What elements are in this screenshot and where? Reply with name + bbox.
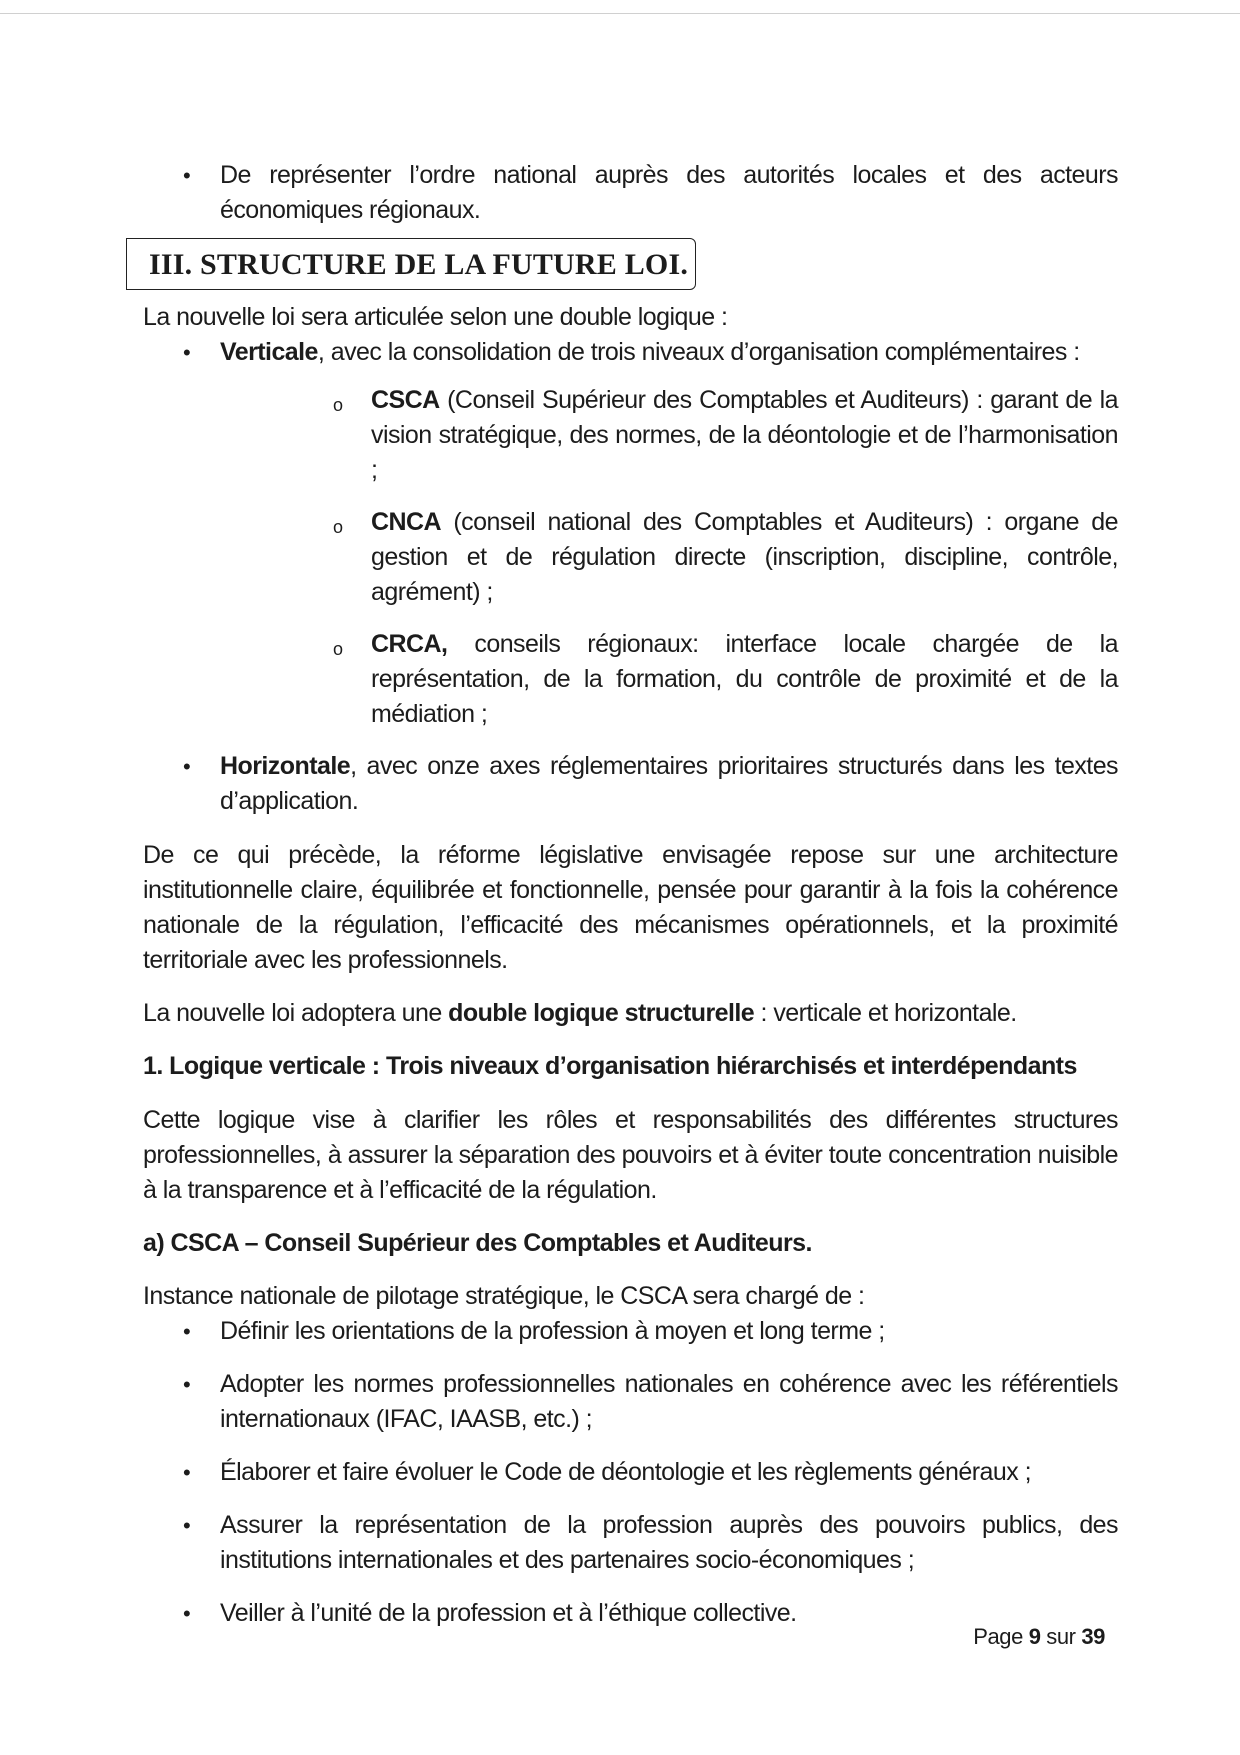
logic-paragraph: Cette logique vise à clarifier les rôles et responsabilités des différentes structures professionnelles, à assurer la séparation des pouvoirs et à éviter toute concentration nuisible à la transparence et à l’efficacité de la régulation. (143, 1106, 1118, 1204)
double-logic-bold: double logique structurelle (448, 999, 755, 1027)
vertical-text: , avec la consolidation de trois niveaux d’organisation complémentaires : (317, 338, 1080, 366)
intro-list (143, 158, 1118, 228)
crca-text: conseils régionaux: interface locale chargée de la représentation, de la formation, du contrôle de proximité et de la médiation ; (371, 630, 1118, 728)
subheading-csca (143, 1226, 1118, 1261)
csca-text: (Conseil Supérieur des Comptables et Auditeurs) : garant de la vision stratégique, des normes, de la déontologie et de l’harmonisation ; (371, 386, 1118, 484)
architecture-paragraph: De ce qui précède, la réforme législative envisagée repose sur une architecture institutionnelle claire, équilibrée et fonctionnelle, pensée pour garantir à la fois la cohérence nationale de la régulation, l’efficacité des mécanismes opérationnels, et la proximité territoriale avec les professionnels. (143, 841, 1118, 974)
list-item: • Assurer la représentation de la profession auprès des pouvoirs publics, des institutions internationales et des partenaires socio-économiques ; (143, 1508, 1118, 1578)
lead-paragraph: La nouvelle loi sera articulée selon une double logique : (143, 303, 728, 331)
top-divider (0, 13, 1240, 14)
vertical-sublist (220, 383, 1118, 732)
subheading-vertical-logic (143, 1049, 1118, 1084)
double-logic-before: La nouvelle loi adoptera une (143, 999, 449, 1027)
horizontal-term: Horizontale (220, 752, 351, 780)
page-number-middle: sur (1040, 1624, 1082, 1649)
page-number-current: 9 (1028, 1624, 1041, 1649)
page-number-prefix: Page (973, 1624, 1029, 1649)
double-logic-paragraph (143, 996, 1118, 1031)
intro-bullet: • De représenter l’ordre national auprès des autorités locales et des acteurs économiques régionaux. (143, 158, 1118, 228)
vertical-term: Verticale (220, 338, 318, 366)
sub-item-crca (220, 627, 1118, 732)
page-number (973, 1624, 1105, 1650)
sub-item-cnca (220, 505, 1118, 610)
crca-term: CRCA, (371, 630, 448, 658)
list-item: • Adopter les normes professionnelles nationales en cohérence avec les référentiels internationaux (IFAC, IAASB, etc.) ; (143, 1367, 1118, 1437)
cnca-text: (conseil national des Comptables et Auditeurs) : organe de gestion et de régulation directe (inscription, discipline, contrôle, agrément) ; (371, 508, 1118, 606)
list-item: • Veiller à l’unité de la profession et à l’éthique collective. (143, 1596, 1118, 1631)
csca-duties-list (143, 1314, 1118, 1631)
page-number-total: 39 (1081, 1624, 1105, 1649)
double-logic-after: : verticale et horizontale. (754, 999, 1017, 1027)
list-item-vertical (143, 335, 1118, 732)
cnca-term: CNCA (371, 508, 442, 536)
list-item: • Élaborer et faire évoluer le Code de déontologie et les règlements généraux ; (143, 1455, 1118, 1490)
horizontal-text: , avec onze axes réglementaires prioritaires structurés dans les textes d’application. (220, 752, 1118, 815)
list-item: • Définir les orientations de la profession à moyen et long terme ; (143, 1314, 1118, 1349)
section-heading: III. STRUCTURE DE LA FUTURE LOI. (126, 238, 696, 290)
page-content (143, 158, 1118, 1631)
instance-paragraph: Instance nationale de pilotage stratégique, le CSCA sera chargé de : (143, 1282, 865, 1310)
sub-item-csca (220, 383, 1118, 488)
list-item-horizontal (143, 749, 1118, 819)
subheading-a-text: a) CSCA – Conseil Supérieur des Comptables et Auditeurs. (143, 1229, 812, 1257)
csca-term: CSCA (371, 386, 440, 414)
subheading-1-text: 1. Logique verticale : Trois niveaux d’organisation hiérarchisés et interdépendants (143, 1052, 1077, 1080)
logic-list (143, 335, 1118, 819)
